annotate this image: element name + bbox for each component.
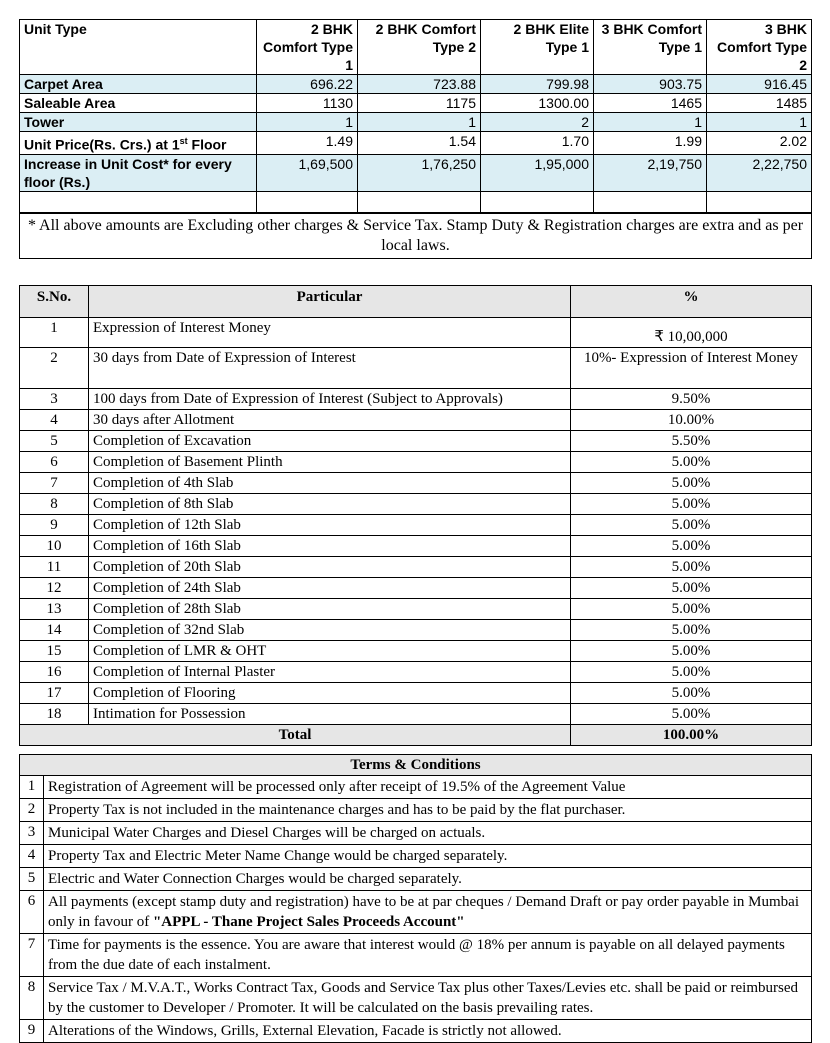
table-cell [358,191,481,213]
row-label: Increase in Unit Cost* for every floor (Rs.) [20,154,257,191]
unit-type-header: 2 BHK Comfort Type 2 [358,20,481,75]
term-text: Property Tax is not included in the maintenance charges and has to be paid by the flat purchaser. [44,799,812,822]
payment-rows [20,318,812,746]
percentage-cell: 5.00% [571,620,812,641]
table-cell [707,191,812,213]
particular-cell: 100 days from Date of Expression of Interest (Subject to Approvals) [89,389,571,410]
table-row [20,620,812,641]
table-cell [481,191,594,213]
table-cell: 903.75 [594,75,707,94]
table-cell: 1.54 [358,132,481,155]
table-cell: 723.88 [358,75,481,94]
term-number: 4 [20,845,44,868]
percentage-cell: 10%- Expression of Interest Money [571,348,812,389]
table-cell: 1.70 [481,132,594,155]
table-cell: 1 [594,113,707,132]
percentage-cell: 5.00% [571,473,812,494]
table-cell: 2,22,750 [707,154,812,191]
total-label: Total [20,725,571,746]
table-row [20,473,812,494]
serial-number: 18 [20,704,89,725]
table-row [20,704,812,725]
percentage-cell: 5.00% [571,452,812,473]
percentage-cell: 5.00% [571,578,812,599]
table-cell: 916.45 [707,75,812,94]
row-label-text: Unit Price(Rs. Crs.) at 1 [24,136,180,153]
term-text: Service Tax / M.V.A.T., Works Contract Tax, Goods and Service Tax plus other Taxes/Levies etc. shall be paid or reimbursed by the customer to Developer / Promoter. It will be calculated on the basis prevailing rates. [44,977,812,1020]
term-item [20,934,812,977]
payment-header-row [20,286,812,318]
unit-type-header: 2 BHK Comfort Type 1 [257,20,358,75]
particular-cell: Intimation for Possession [89,704,571,725]
table-row [20,683,812,704]
serial-number: 8 [20,494,89,515]
term-item [20,776,812,799]
term-text: Alterations of the Windows, Grills, External Elevation, Facade is strictly not allowed. [44,1020,812,1043]
serial-number: 1 [20,318,89,348]
row-label [20,132,257,155]
serial-number: 5 [20,431,89,452]
term-number: 1 [20,776,44,799]
particular-cell: Completion of LMR & OHT [89,641,571,662]
particular-cell: 30 days after Allotment [89,410,571,431]
serial-number: 11 [20,557,89,578]
term-item [20,891,812,934]
saleable-area-row [20,94,812,113]
table-cell: 1300.00 [481,94,594,113]
particular-cell: Completion of Flooring [89,683,571,704]
table-row [20,641,812,662]
table-row [20,348,812,389]
term-number: 6 [20,891,44,934]
empty-row [20,191,812,213]
row-label: Saleable Area [20,94,257,113]
terms-table [19,754,812,1043]
ordinal-suffix: st [179,136,188,146]
tower-row [20,113,812,132]
term-item [20,977,812,1020]
table-row [20,515,812,536]
table-cell [257,191,358,213]
term-item [20,1020,812,1043]
carpet-area-row [20,75,812,94]
term-text: Time for payments is the essence. You are aware that interest would @ 18% per annum is payable on all delayed payments from the due date of each instalment. [44,934,812,977]
particular-cell: Completion of 8th Slab [89,494,571,515]
particular-cell: Completion of 16th Slab [89,536,571,557]
terms-header-row [20,755,812,776]
percentage-cell: 5.00% [571,536,812,557]
table-row [20,452,812,473]
table-cell: 1 [358,113,481,132]
term-number: 8 [20,977,44,1020]
term-number: 2 [20,799,44,822]
table-row [20,662,812,683]
particular-cell: Completion of 32nd Slab [89,620,571,641]
table-cell: 2.02 [707,132,812,155]
total-value: 100.00% [571,725,812,746]
serial-number: 2 [20,348,89,389]
percentage-cell: 5.00% [571,557,812,578]
particular-cell: Completion of 12th Slab [89,515,571,536]
unit-type-header: 3 BHK Comfort Type 2 [707,20,812,75]
percentage-cell: 5.00% [571,494,812,515]
particular-cell: Completion of Internal Plaster [89,662,571,683]
table-row [20,557,812,578]
serial-number: 15 [20,641,89,662]
term-text [44,891,812,934]
unit-type-header: 3 BHK Comfort Type 1 [594,20,707,75]
table-cell: 1,76,250 [358,154,481,191]
column-header: Particular [89,286,571,318]
table-row [20,318,812,348]
term-text: Municipal Water Charges and Diesel Charges will be charged on actuals. [44,822,812,845]
serial-number: 6 [20,452,89,473]
percentage-cell: 5.00% [571,599,812,620]
terms-rows [20,776,812,1043]
unit-type-corner-label: Unit Type [20,20,257,75]
table-cell: 1.99 [594,132,707,155]
percentage-cell: 5.00% [571,683,812,704]
serial-number: 4 [20,410,89,431]
percentage-cell: 5.00% [571,641,812,662]
term-number: 5 [20,868,44,891]
particular-cell: Completion of 24th Slab [89,578,571,599]
serial-number: 16 [20,662,89,683]
table-row [20,599,812,620]
term-item [20,845,812,868]
term-item [20,868,812,891]
table-cell: 1,69,500 [257,154,358,191]
table-cell [594,191,707,213]
table-cell: 2 [481,113,594,132]
serial-number: 17 [20,683,89,704]
term-item [20,822,812,845]
table-cell: 1130 [257,94,358,113]
serial-number: 9 [20,515,89,536]
term-text-part: All payments (except stamp duty and registration) have to be at par cheques / Demand Draft or pay order payable in Mumbai only in favour of [48,894,800,930]
table-cell: 1485 [707,94,812,113]
particular-cell: Completion of 20th Slab [89,557,571,578]
unit-type-header: 2 BHK Elite Type 1 [481,20,594,75]
column-header: S.No. [20,286,89,318]
table-cell: 1465 [594,94,707,113]
row-label-text: Floor [187,136,227,153]
term-text: Electric and Water Connection Charges would be charged separately. [44,868,812,891]
percentage-cell: 10.00% [571,410,812,431]
term-item [20,799,812,822]
column-header: % [571,286,812,318]
particular-cell: Expression of Interest Money [89,318,571,348]
term-text: Registration of Agreement will be processed only after receipt of 19.5% of the Agreement Value [44,776,812,799]
particular-cell: Completion of 4th Slab [89,473,571,494]
row-label: Tower [20,113,257,132]
serial-number: 10 [20,536,89,557]
particular-cell: Completion of 28th Slab [89,599,571,620]
table-row [20,389,812,410]
term-number: 7 [20,934,44,977]
unit-type-table [19,19,812,259]
particular-cell: Completion of Basement Plinth [89,452,571,473]
total-row [20,725,812,746]
table-cell: 1,95,000 [481,154,594,191]
table-row [20,536,812,557]
row-label: Carpet Area [20,75,257,94]
terms-title: Terms & Conditions [20,755,812,776]
payment-schedule-table [19,285,812,746]
particular-cell: 30 days from Date of Expression of Interest [89,348,571,389]
serial-number: 7 [20,473,89,494]
term-text: Property Tax and Electric Meter Name Change would be charged separately. [44,845,812,868]
account-name: "APPL - Thane Project Sales Proceeds Account" [152,914,465,930]
percentage-cell: 5.00% [571,662,812,683]
percentage-cell: ₹ 10,00,000 [571,318,812,348]
increase-cost-row [20,154,812,191]
footnote: * All above amounts are Excluding other charges & Service Tax. Stamp Duty & Registration charges are extra and as per local laws. [20,213,812,259]
term-number: 9 [20,1020,44,1043]
table-cell: 1175 [358,94,481,113]
serial-number: 12 [20,578,89,599]
table-cell: 2,19,750 [594,154,707,191]
table-cell: 799.98 [481,75,594,94]
serial-number: 13 [20,599,89,620]
table-cell: 1 [257,113,358,132]
table-row [20,578,812,599]
unit-type-header-row [20,20,812,75]
table-row [20,410,812,431]
serial-number: 3 [20,389,89,410]
percentage-cell: 5.00% [571,515,812,536]
table-cell: 1.49 [257,132,358,155]
particular-cell: Completion of Excavation [89,431,571,452]
percentage-cell: 5.00% [571,704,812,725]
term-number: 3 [20,822,44,845]
table-row [20,431,812,452]
table-row [20,494,812,515]
percentage-cell: 9.50% [571,389,812,410]
table-cell: 1 [707,113,812,132]
note-row [20,213,812,259]
unit-price-row [20,132,812,155]
percentage-cell: 5.50% [571,431,812,452]
table-cell: 696.22 [257,75,358,94]
serial-number: 14 [20,620,89,641]
table-cell [20,191,257,213]
